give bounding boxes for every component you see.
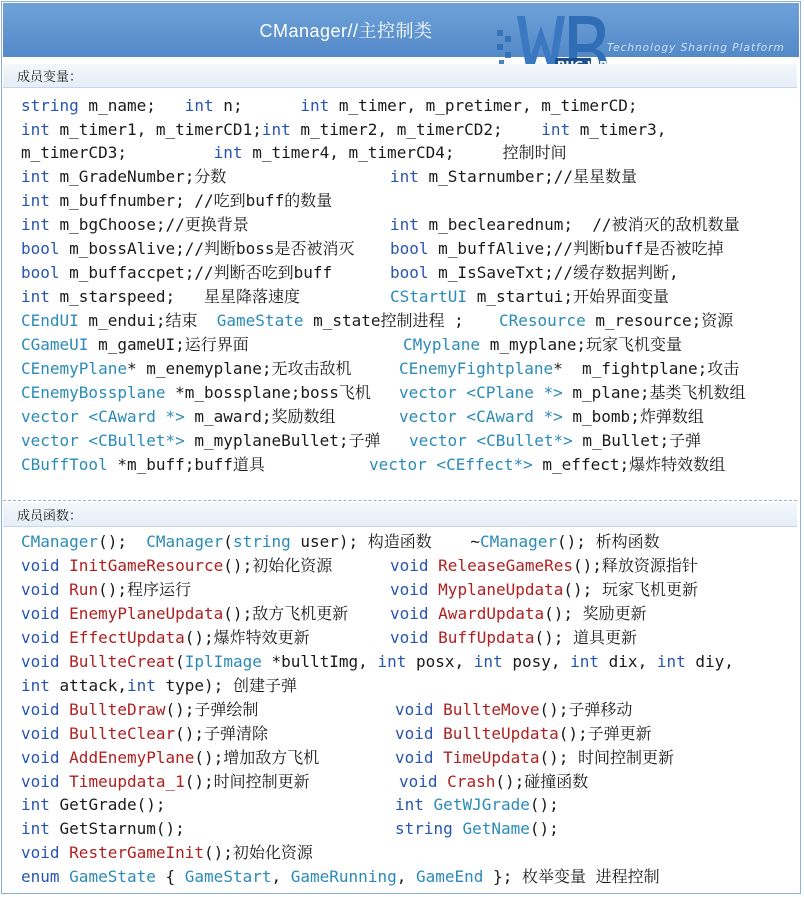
- code-token: [60, 556, 70, 575]
- code-token: int: [395, 795, 424, 814]
- code-token: int: [21, 287, 50, 306]
- code-token: [434, 748, 444, 767]
- code-token: ();: [529, 795, 559, 814]
- code-token: BullteDraw: [69, 700, 166, 719]
- code-token: void: [21, 700, 60, 719]
- code-token: bool: [390, 263, 429, 282]
- code-token: m_bgChoose;//更换背景: [49, 215, 249, 234]
- attribute-line-right: [403, 333, 682, 357]
- section-divider: [3, 500, 797, 502]
- attribute-line-right: [399, 381, 745, 405]
- code-token: m_resource;资源: [585, 311, 734, 330]
- code-token: string: [395, 819, 453, 838]
- code-token: [424, 795, 434, 814]
- function-line-right: [395, 722, 652, 746]
- function-line-right: [395, 817, 559, 841]
- function-line: [21, 817, 185, 841]
- code-token: int: [377, 652, 407, 671]
- attribute-line-right: [499, 309, 733, 333]
- code-token: string: [232, 532, 291, 551]
- code-token: [60, 580, 70, 599]
- code-token: GameRunning: [290, 867, 397, 886]
- code-token: m_myplane;玩家飞机变量: [480, 335, 683, 354]
- code-token: EffectUpdata: [69, 628, 185, 647]
- code-token: GetWJGrade: [433, 795, 530, 814]
- code-token: Crash: [447, 772, 496, 791]
- code-token: [60, 652, 70, 671]
- code-token: vector <: [399, 383, 477, 402]
- code-token: *>: [155, 407, 195, 426]
- code-token: int: [473, 652, 503, 671]
- attribute-line: [21, 453, 265, 477]
- code-token: ReleaseGameRes: [438, 556, 574, 575]
- code-token: *>: [533, 383, 573, 402]
- code-token: CEndUI: [21, 311, 79, 330]
- code-token: [434, 700, 444, 719]
- code-token: void: [21, 724, 60, 743]
- code-token: int: [390, 215, 419, 234]
- code-token: BullteMove: [443, 700, 540, 719]
- code-token: m_award;奖励数组: [194, 407, 336, 426]
- code-token: [429, 580, 439, 599]
- code-token: m_timerCD3;: [21, 143, 214, 162]
- code-token: m_buffAlive;//判断buff是否被吃掉: [428, 239, 724, 258]
- code-token: BullteCreat: [69, 652, 176, 671]
- code-token: (); 玩家飞机更新: [563, 580, 698, 599]
- code-token: m_timer, m_pretimer, m_timerCD;: [329, 96, 638, 115]
- code-token: [429, 604, 439, 623]
- code-token: (); 析构函数: [557, 532, 660, 551]
- code-token: ();碰撞函数: [495, 772, 589, 791]
- attribute-line-right: [390, 213, 740, 237]
- function-line: [21, 626, 310, 650]
- code-token: vector <: [369, 455, 447, 474]
- code-token: CEnemyPlane: [21, 359, 127, 378]
- code-token: ();子弹清除: [175, 724, 269, 743]
- code-token: bool: [21, 239, 60, 258]
- code-token: int: [21, 819, 50, 838]
- code-token: m_timer4, m_timerCD4; 控制时间: [242, 143, 567, 162]
- code-token: vector <: [21, 431, 99, 450]
- watermark-tagline: Technology Sharing Platform: [607, 42, 785, 54]
- function-line: [21, 650, 734, 674]
- code-token: void: [395, 700, 434, 719]
- code-token: ();子弹移动: [539, 700, 633, 719]
- code-token: int: [656, 652, 686, 671]
- function-line: [21, 746, 319, 770]
- code-token: (); 时间控制更新: [539, 748, 675, 767]
- code-token: CEffect: [446, 455, 514, 474]
- code-token: [453, 819, 463, 838]
- code-token: int: [300, 96, 330, 115]
- attribute-line: [21, 94, 638, 118]
- code-token: BullteUpdata: [443, 724, 559, 743]
- code-token: m_name;: [78, 96, 185, 115]
- code-token: void: [21, 604, 60, 623]
- code-token: CAward: [476, 407, 534, 426]
- code-token: CManager: [146, 532, 224, 551]
- code-token: void: [390, 604, 429, 623]
- function-line: [21, 554, 332, 578]
- function-line: [21, 698, 258, 722]
- code-token: *>: [513, 455, 543, 474]
- attribute-line-right: [369, 453, 725, 477]
- code-token: m_buffnumber; //吃到buff的数量: [49, 191, 333, 210]
- code-token: [434, 724, 444, 743]
- code-token: Run: [69, 580, 99, 599]
- code-token: ();: [98, 532, 147, 551]
- code-token: [60, 604, 70, 623]
- function-line: [21, 770, 310, 794]
- code-token: m_endui;结束: [78, 311, 217, 330]
- code-token: CBullet: [98, 431, 166, 450]
- code-token: CStartUI: [390, 287, 468, 306]
- code-token: int: [21, 215, 50, 234]
- code-token: ();敌方飞机更新: [223, 604, 349, 623]
- attribute-line: [21, 141, 567, 165]
- code-token: CEnemyBossplane: [21, 383, 166, 402]
- code-token: AwardUpdata: [438, 604, 545, 623]
- code-token: n;: [213, 96, 301, 115]
- attribute-line: [21, 165, 226, 189]
- code-token: m_startui;开始界面变量: [467, 287, 670, 306]
- function-line: [21, 530, 660, 554]
- code-token: *bulltImg,: [261, 652, 378, 671]
- code-token: [60, 628, 70, 647]
- code-token: AddEnemyPlane: [69, 748, 195, 767]
- code-token: ();: [529, 819, 559, 838]
- code-token: [60, 843, 70, 862]
- code-token: int: [21, 191, 50, 210]
- code-token: void: [21, 843, 60, 862]
- function-line: [21, 722, 268, 746]
- attribute-line-right: [390, 165, 637, 189]
- code-token: vector <: [409, 431, 487, 450]
- attributes-label: 成员变量：: [17, 70, 83, 85]
- attributes-section-header: [3, 64, 797, 88]
- code-token: [429, 556, 439, 575]
- code-token: void: [395, 724, 434, 743]
- code-token: ();子弹更新: [558, 724, 652, 743]
- code-token: m_GradeNumber;分数: [49, 167, 227, 186]
- code-token: m_timer3,: [570, 120, 667, 139]
- code-token: *>: [553, 431, 583, 450]
- code-token: [60, 772, 70, 791]
- code-token: void: [21, 628, 60, 647]
- code-token: int: [261, 120, 291, 139]
- code-token: ();释放资源指针: [573, 556, 698, 575]
- code-token: void: [21, 580, 60, 599]
- attribute-line: [21, 189, 332, 213]
- code-token: ();程序运行: [98, 580, 191, 599]
- code-token: CAward: [98, 407, 156, 426]
- code-token: [429, 628, 439, 647]
- code-token: int: [21, 795, 50, 814]
- attribute-line-right: [390, 261, 679, 285]
- code-token: m_effect;爆炸特效数组: [542, 455, 726, 474]
- code-token: void: [21, 556, 60, 575]
- attribute-line: [21, 213, 249, 237]
- code-token: InitGameResource: [69, 556, 224, 575]
- code-token: string: [21, 96, 79, 115]
- code-token: m_plane;基类飞机数组: [572, 383, 746, 402]
- code-token: bool: [21, 263, 60, 282]
- code-token: *>: [533, 407, 573, 426]
- code-token: posy,: [502, 652, 571, 671]
- code-token: int: [21, 676, 50, 695]
- code-token: bool: [390, 239, 429, 258]
- function-line: [21, 578, 191, 602]
- code-token: * m_fightplane;攻击: [553, 359, 740, 378]
- function-line: [21, 865, 660, 889]
- code-token: user); 构造函数 ~: [290, 532, 480, 551]
- functions-section-header: [3, 503, 797, 527]
- code-token: *m_buff;buff道具: [107, 455, 265, 474]
- code-token: int: [184, 96, 214, 115]
- code-token: CManager: [479, 532, 558, 551]
- attribute-line-right: [409, 429, 701, 453]
- code-token: CBuffTool: [21, 455, 108, 474]
- code-token: (: [175, 652, 185, 671]
- code-token: dix,: [599, 652, 657, 671]
- code-token: CEnemyFightplane: [399, 359, 554, 378]
- class-title: CManager//主控制类: [259, 21, 433, 41]
- function-line: [21, 793, 166, 817]
- code-token: BullteClear: [69, 724, 176, 743]
- attribute-line-right: [399, 357, 739, 381]
- code-token: GetName: [462, 819, 530, 838]
- code-token: GetStarnum();: [49, 819, 185, 838]
- code-token: GameState: [216, 311, 304, 330]
- attribute-line: [21, 118, 666, 142]
- attribute-line: [21, 381, 371, 405]
- function-line-right: [390, 554, 698, 578]
- code-token: GameStart: [184, 867, 272, 886]
- function-line: [21, 674, 297, 698]
- code-token: m_Bullet;子弹: [582, 431, 702, 450]
- code-token: ();初始化资源: [223, 556, 333, 575]
- code-token: [438, 772, 448, 791]
- code-token: void: [390, 628, 429, 647]
- code-token: ();增加敌方飞机: [194, 748, 320, 767]
- code-token: diy,: [685, 652, 734, 671]
- function-line-right: [399, 770, 588, 794]
- code-token: EnemyPlaneUpdata: [69, 604, 224, 623]
- function-line: [21, 841, 313, 865]
- code-token: posx,: [406, 652, 474, 671]
- attribute-line-right: [390, 285, 669, 309]
- code-token: Timeupdata_1: [69, 772, 185, 791]
- code-token: m_bomb;炸弹数组: [572, 407, 704, 426]
- code-token: TimeUpdata: [443, 748, 540, 767]
- code-token: ();子弹绘制: [165, 700, 259, 719]
- code-token: CManager: [21, 532, 99, 551]
- code-token: type); 创建子弹: [155, 676, 297, 695]
- code-token: m_beclearednum; //被消灭的敌机数量: [418, 215, 740, 234]
- code-token: int: [570, 652, 600, 671]
- code-token: enum: [21, 867, 60, 886]
- attribute-line: [21, 429, 381, 453]
- code-token: ,: [271, 867, 291, 886]
- code-token: CBullet: [486, 431, 554, 450]
- code-token: m_gameUI;运行界面: [88, 335, 249, 354]
- attribute-line: [21, 333, 249, 357]
- function-line-right: [395, 793, 559, 817]
- code-token: (); 奖励更新: [544, 604, 647, 623]
- code-token: GetGrade();: [49, 795, 166, 814]
- code-token: m_starspeed; 星星降落速度: [49, 287, 301, 306]
- attribute-line: [21, 357, 351, 381]
- function-line-right: [395, 746, 674, 770]
- attribute-line: [21, 237, 355, 261]
- code-token: void: [21, 748, 60, 767]
- code-token: MyplaneUpdata: [438, 580, 564, 599]
- attribute-line-right: [390, 237, 724, 261]
- code-token: int: [21, 167, 50, 186]
- code-token: int: [541, 120, 571, 139]
- function-line-right: [390, 578, 698, 602]
- code-token: void: [399, 772, 438, 791]
- code-token: m_buffaccpet;//判断否吃到buff: [59, 263, 333, 282]
- code-token: CMyplane: [403, 335, 481, 354]
- code-token: {: [155, 867, 185, 886]
- code-token: int: [21, 120, 50, 139]
- attribute-line: [21, 309, 464, 333]
- code-token: int: [126, 676, 156, 695]
- code-token: GameEnd: [415, 867, 484, 886]
- code-token: BuffUpdata: [438, 628, 535, 647]
- code-token: CResource: [499, 311, 586, 330]
- function-line-right: [390, 626, 637, 650]
- code-token: [60, 700, 70, 719]
- code-token: GameState: [69, 867, 156, 886]
- code-token: IplImage: [184, 652, 262, 671]
- code-token: vector <: [399, 407, 477, 426]
- function-line-right: [390, 602, 647, 626]
- code-token: }; 枚举变量 进程控制: [483, 867, 660, 886]
- code-token: void: [390, 580, 429, 599]
- code-token: (: [223, 532, 233, 551]
- code-token: ();时间控制更新: [184, 772, 310, 791]
- function-line-right: [395, 698, 632, 722]
- code-token: CGameUI: [21, 335, 89, 354]
- functions-label: 成员函数：: [17, 509, 83, 524]
- code-token: ();初始化资源: [204, 843, 313, 862]
- code-token: int: [213, 143, 243, 162]
- attribute-line: [21, 261, 332, 285]
- code-token: [60, 867, 70, 886]
- code-token: *>: [165, 431, 195, 450]
- code-token: (); 道具更新: [534, 628, 638, 647]
- attribute-line: [21, 405, 335, 429]
- code-token: ();爆炸特效更新: [184, 628, 310, 647]
- attribute-line: [21, 285, 300, 309]
- code-token: m_myplaneBullet;子弹: [194, 431, 381, 450]
- code-token: void: [390, 556, 429, 575]
- code-token: m_bossAlive;//判断boss是否被消灭: [59, 239, 355, 258]
- function-line: [21, 602, 348, 626]
- code-token: ResterGameInit: [69, 843, 205, 862]
- code-token: m_IsSaveTxt;//缓存数据判断,: [428, 263, 679, 282]
- code-token: void: [395, 748, 434, 767]
- code-token: m_Starnumber;//星星数量: [418, 167, 638, 186]
- attribute-line-right: [399, 405, 704, 429]
- code-token: m_timer1, m_timerCD1;: [49, 120, 262, 139]
- code-token: void: [21, 652, 60, 671]
- code-token: m_timer2, m_timerCD2;: [290, 120, 542, 139]
- code-token: ,: [396, 867, 416, 886]
- code-token: CPlane: [476, 383, 534, 402]
- code-token: m_state控制进程 ;: [303, 311, 464, 330]
- code-token: * m_enemyplane;无攻击敌机: [126, 359, 352, 378]
- code-token: [60, 748, 70, 767]
- code-token: *m_bossplane;boss飞机: [165, 383, 371, 402]
- code-token: vector <: [21, 407, 99, 426]
- code-token: void: [21, 772, 60, 791]
- code-token: [60, 724, 70, 743]
- code-token: int: [390, 167, 419, 186]
- code-token: attack,: [49, 676, 127, 695]
